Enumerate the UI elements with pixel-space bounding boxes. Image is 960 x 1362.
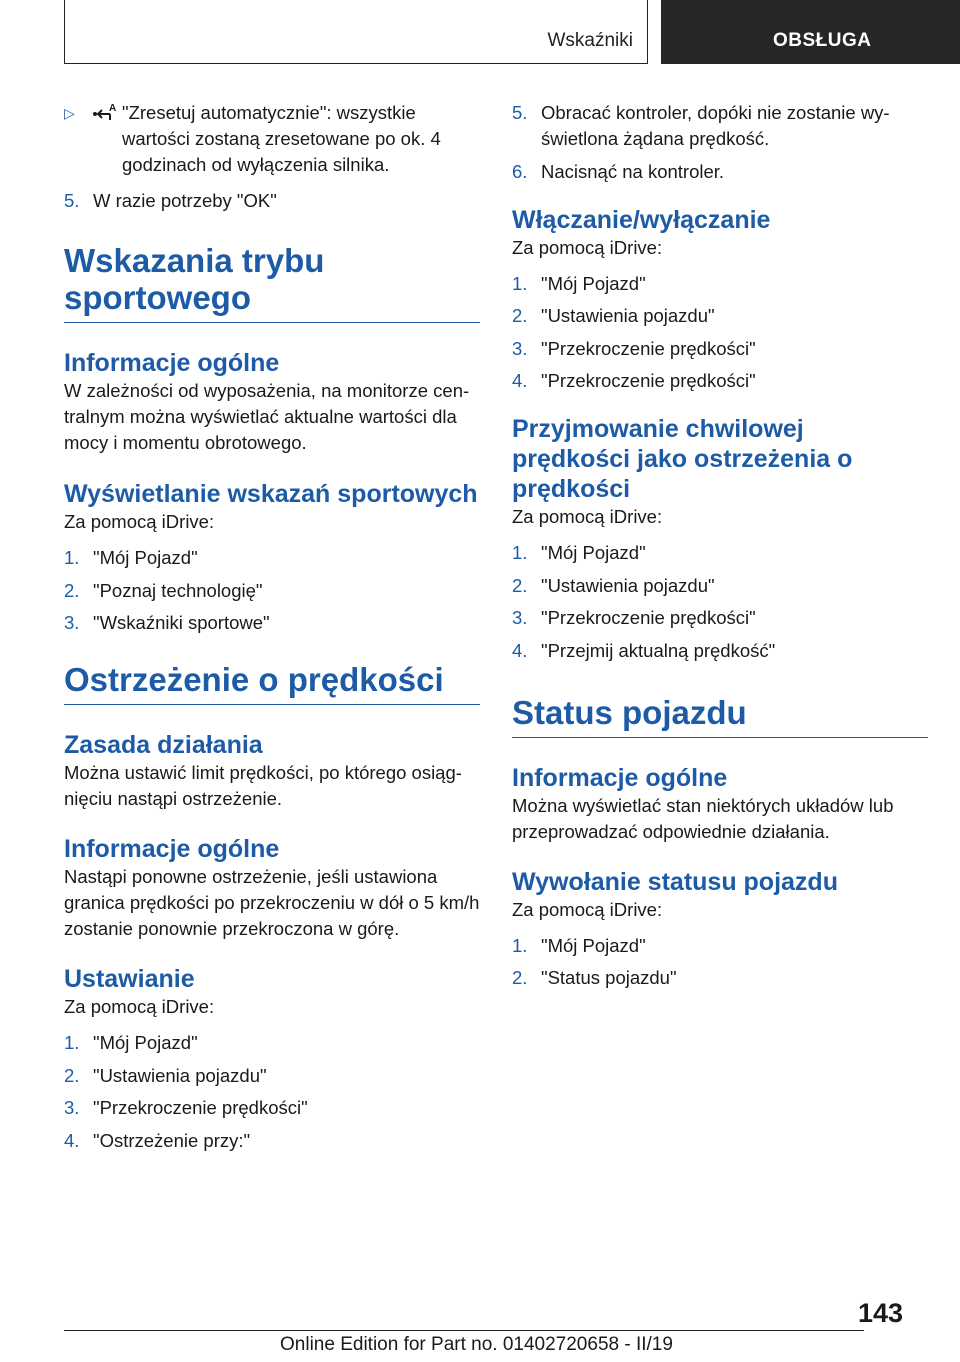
list-item: 3. "Przekroczenie prędkości" [64,1097,308,1118]
list-item: 2. "Ustawienia pojazdu" [512,305,715,326]
list-item: 4. "Przejmij aktualną prędkość" [512,639,776,661]
trip-reset-auto-icon [92,102,120,122]
list-item: 1. "Mój Pojazd" [512,542,646,563]
list-item: 1. "Mój Pojazd" [512,934,646,956]
list-item: 6. Nacisnąć na kontroler. [512,160,725,182]
header-section-box [64,0,648,64]
adopt-steps [512,540,928,664]
list-item: 2. "Poznaj technologię" [64,579,263,601]
subsection-title: Włączanie/wyłączanie [512,205,771,234]
page-number: 143 [858,1298,904,1328]
footer-divider [64,1330,864,1331]
subsection-title: Wyświetlanie wskazań sportowych [64,480,478,508]
subsection-title: Przyjmowanie chwilowej prędkości jako ostrzeżenia o prędkości [512,415,853,503]
sport-display-steps [64,545,480,636]
paragraph: Za pomocą iDrive: [64,996,215,1017]
speed-steps-continued [512,100,928,185]
reset-bullet-text: "Zresetuj automatycznie": wszystkie wartości zostaną zresetowane po ok. 4 godzinach od wyłączenia silnika. [122,102,441,175]
step-list-continued [64,188,480,214]
subsection-title: Ustawianie [64,965,195,993]
section-title-vehicle-status: Status pojazdu [512,694,928,738]
subsection-title: Informacje ogólne [64,349,280,377]
onoff-steps [512,271,928,395]
reset-bullet [64,100,480,178]
paragraph: W zależności od wyposażenia, na monitorze cen-tralnym można wyświetlać aktualne wartości dla mocy i momentu obrotowego. [64,380,470,453]
list-item: 2. "Ustawienia pojazdu" [64,1064,267,1086]
header-chapter-box [661,0,960,64]
subsection-title: Zasada działania [64,731,263,759]
paragraph: Za pomocą iDrive: [512,898,663,920]
list-item: 2. "Status pojazdu" [512,967,677,988]
list-item: 1. "Mój Pojazd" [512,272,646,294]
list-item: 1. "Mój Pojazd" [64,547,198,568]
subsection-title: Wywołanie statusu pojazdu [512,867,838,896]
paragraph: Za pomocą iDrive: [64,511,215,532]
paragraph: Nastąpi ponowne ostrzeżenie, jeśli ustawiona granica prędkości po przekroczeniu w dół o 5 km/h zostanie ponownie przekroczona w górę. [64,866,480,939]
list-item: 1. "Mój Pojazd" [64,1032,198,1053]
section-title-sport: Wskazania trybu sportowego [64,242,480,323]
paragraph: Można wyświetlać stan niektórych układów lub przeprowadzać odpowiednie działania. [512,794,894,842]
list-item: 4. "Przekroczenie prędkości" [512,370,756,391]
paragraph: Za pomocą iDrive: [512,236,663,258]
left-column [64,100,480,1160]
subsection-title: Informacje ogólne [64,835,280,863]
list-item: 4. "Ostrzeżenie przy:" [64,1129,251,1151]
list-item: 5. W razie potrzeby "OK" [64,190,277,211]
list-item: 5. Obracać kontroler, dopóki nie zostanie wy-świetlona żądana prędkość. [512,102,890,149]
list-item: 2. "Ustawienia pojazdu" [512,574,715,596]
section-title-speed-warning: Ostrzeżenie o prędkości [64,661,480,705]
right-column [512,100,928,998]
header-chapter-title: OBSŁUGA [773,30,872,51]
footer-edition: Online Edition for Part no. 01402720658 - II/19 [280,1334,673,1355]
list-item: 3. "Przekroczenie prędkości" [512,337,756,359]
list-item: 3. "Wskaźniki sportowe" [64,612,270,633]
header-section-title: Wskaźniki [547,30,633,51]
list-item: 3. "Przekroczenie prędkości" [512,607,756,628]
paragraph: Można ustawić limit prędkości, po którego osiąg-nięciu nastąpi ostrzeżenie. [64,762,462,809]
status-call-steps [512,933,928,992]
svg-text:A: A [109,103,117,114]
triangle-bullet-icon: ▷ [64,105,75,121]
paragraph: Za pomocą iDrive: [512,506,663,527]
subsection-title: Informacje ogólne [512,763,728,792]
setting-steps [64,1030,480,1154]
